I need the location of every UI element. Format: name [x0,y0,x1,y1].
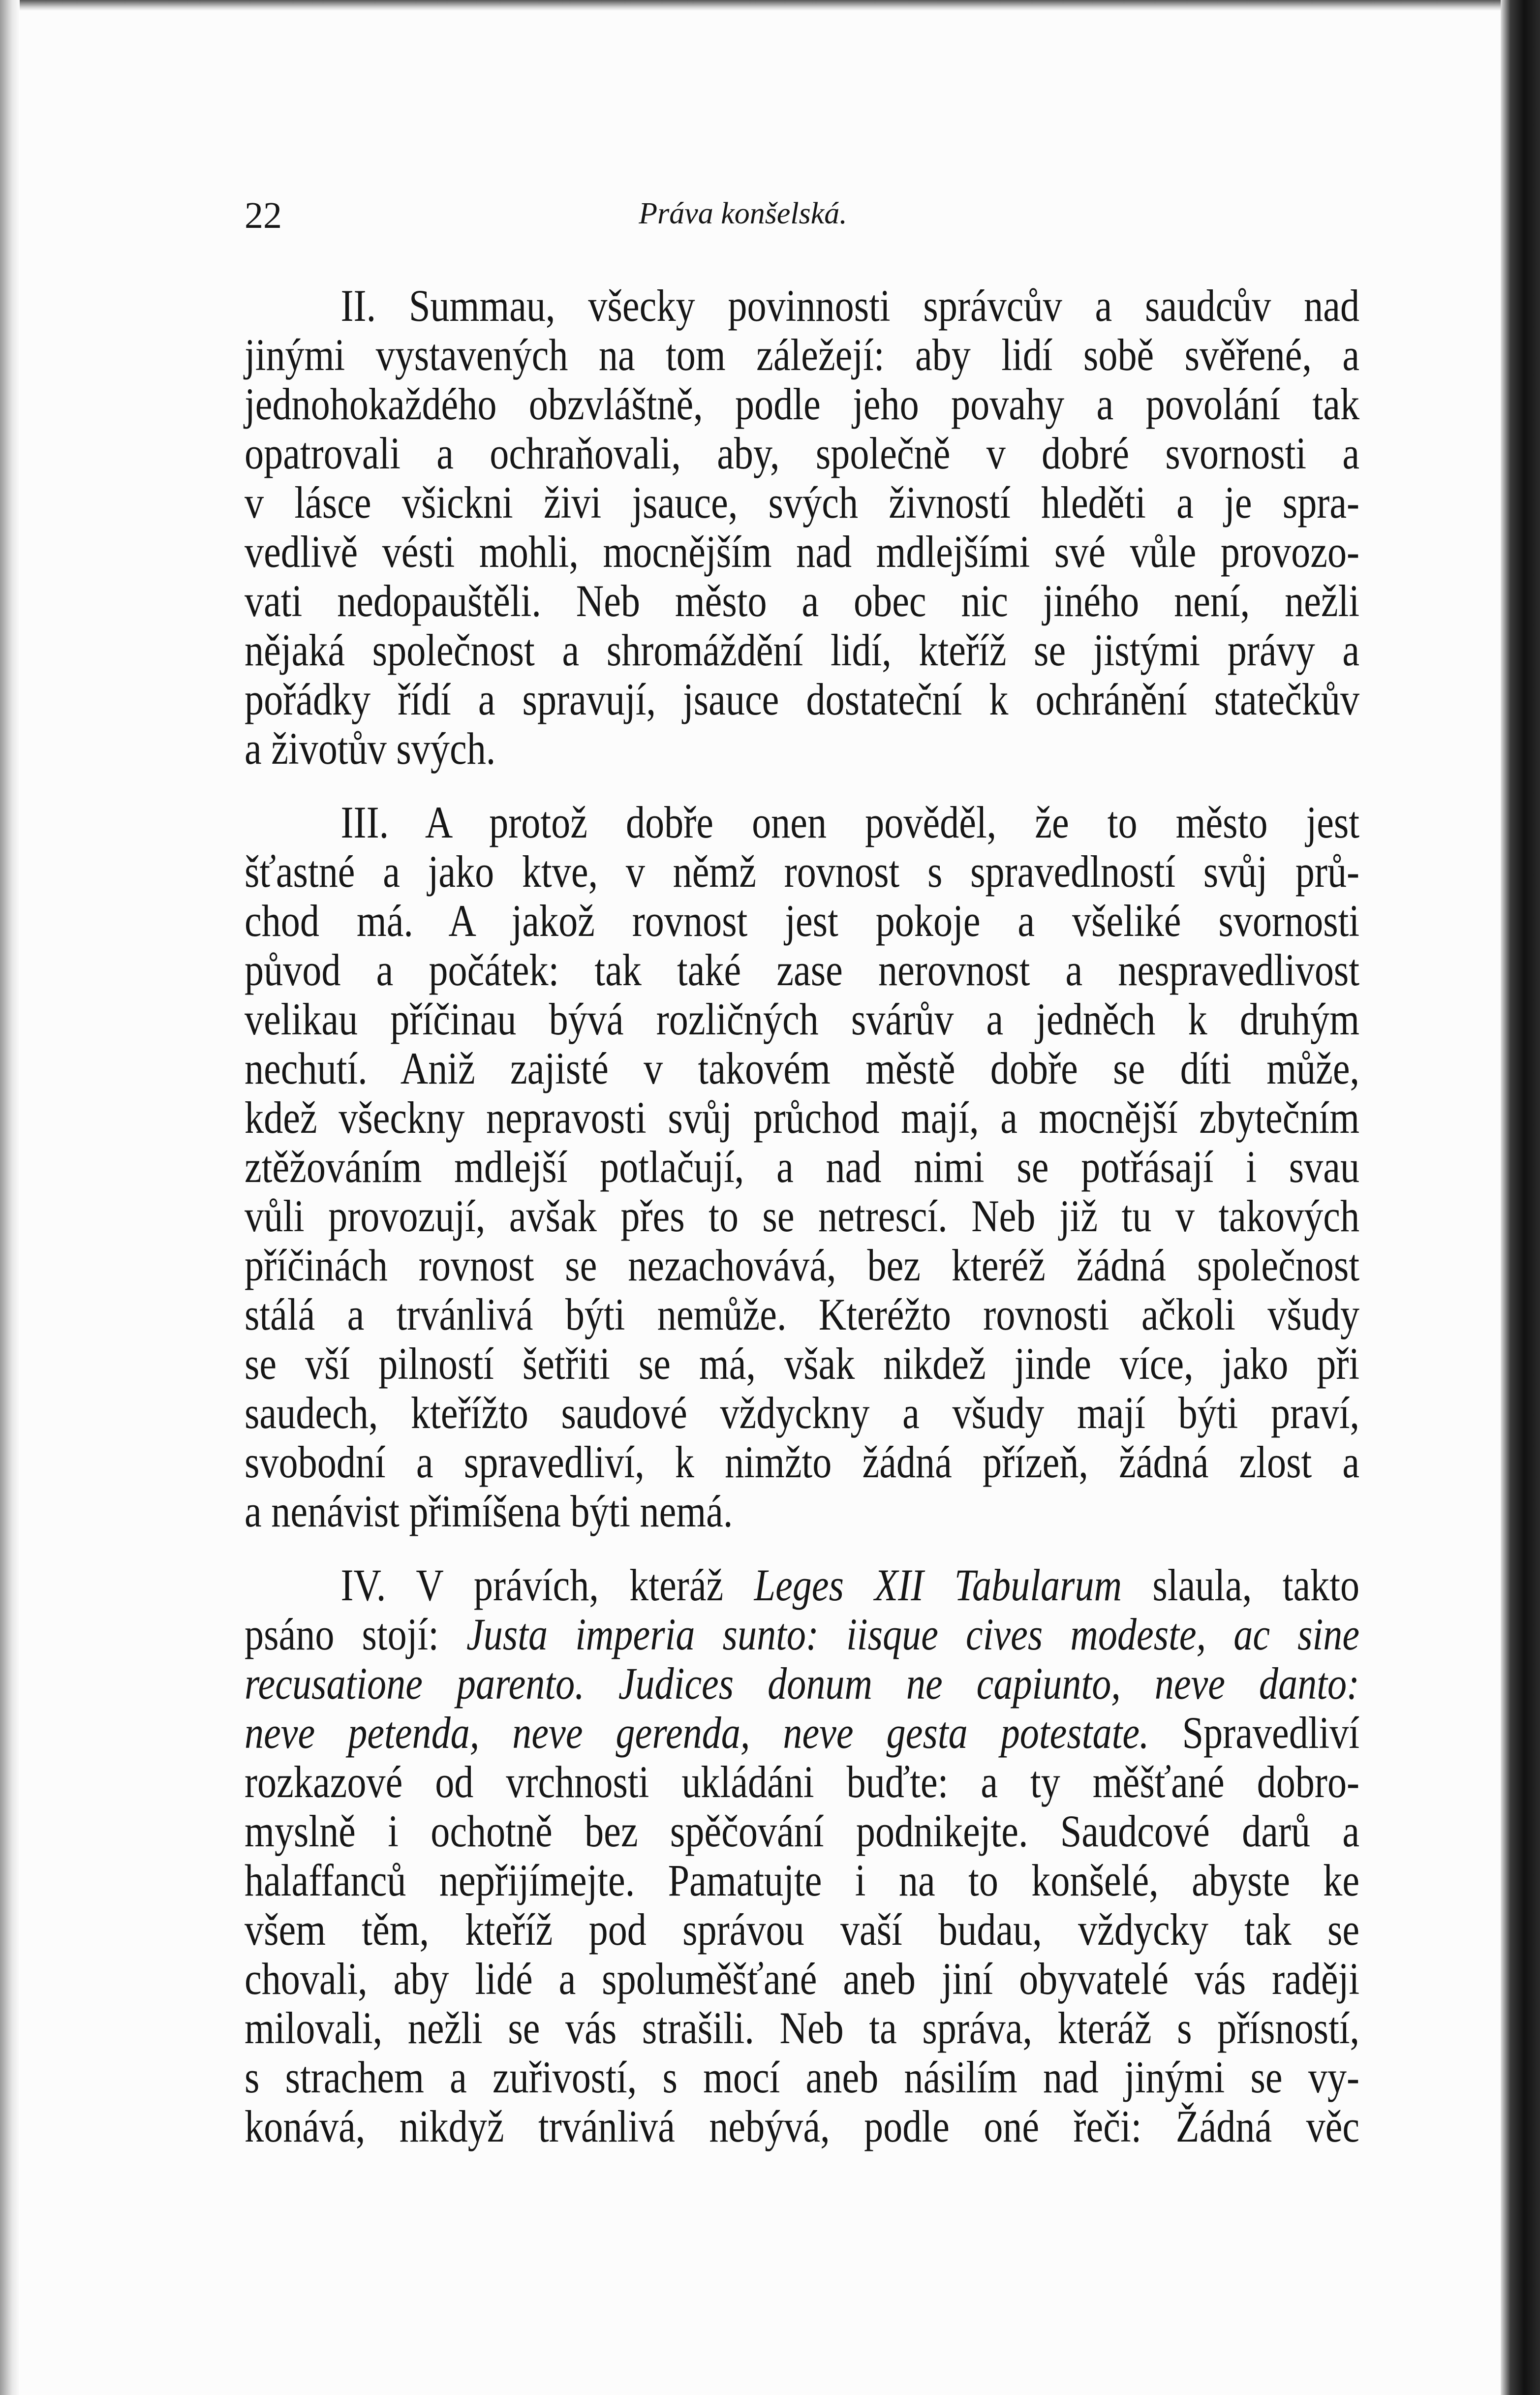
text-segment: a životův svých. [245,723,496,774]
latin-quote: neve petenda, neve gerenda, neve gesta potestate. [245,1708,1149,1758]
text-segment: s strachem a zuřivostí, s mocí aneb násilím nad jinými se vy- [245,2052,1360,2102]
text-segment: velikau příčinau bývá rozličných svárův a jedněch k druhým [245,994,1360,1044]
text-segment: a nenávist přimíšena býti nemá. [245,1486,733,1536]
text-segment: jinými vystavených na tom záležejí: aby lidí sobě svěřené, a [245,330,1360,380]
text-segment: šťastné a jako ktve, v němž rovnost s spravedlností svůj prů- [245,846,1360,897]
text-line [245,675,1359,724]
text-segment: nějaká společnost a shromáždění lidí, kteříž se jistými právy a [245,625,1360,675]
running-title: Práva konšelská. [639,197,847,230]
text-line [245,1856,1359,1905]
text-segment: svobodní a spravedliví, k nimžto žádná přízeň, žádná zlost a [245,1437,1360,1487]
text-segment: chovali, aby lidé a spoluměšťané aneb jiní obyvatelé vás raději [245,1954,1360,2004]
text-segment: se vší pilností šetřiti se má, však nikdež jinde více, jako při [245,1338,1360,1389]
text-line [245,1659,1359,1708]
body-text [245,281,1359,2176]
paragraph [245,281,1359,773]
text-line [245,1339,1359,1388]
text-segment: původ a počátek: tak také zase nerovnost a nespravedlivost [245,945,1360,995]
text-segment: všem těm, kteříž pod správou vaší budau, vždycky tak se [245,1904,1360,1955]
text-line [245,1757,1359,1806]
text-line [245,379,1359,429]
text-line [245,945,1359,995]
text-segment: psáno stojí: [245,1609,467,1659]
text-line [245,1954,1359,2003]
paragraph [245,1560,1359,2151]
text-line [245,1191,1359,1241]
text-line [245,896,1359,945]
text-line [245,724,1359,773]
text-segment: nechutí. Aniž zajisté v takovém městě dobře se díti může, [245,1043,1360,1093]
text-line [245,1241,1359,1290]
text-segment: myslně i ochotně bez spěčování podnikejte. Saudcové darů a [245,1806,1360,1856]
text-segment: slaula, takto [1122,1560,1360,1610]
text-line [245,798,1359,847]
text-line [245,1806,1359,1856]
text-segment: jednohokaždého obzvláštně, podle jeho povahy a povolání tak [245,379,1360,429]
text-line [245,1560,1359,1610]
text-line [245,2003,1359,2053]
text-line [245,478,1359,527]
text-segment: kdež všeckny nepravosti svůj průchod mají, a mocnější zbytečním [245,1092,1360,1143]
text-line [245,1905,1359,1954]
latin-quote: recusatione parento. Judices donum ne capiunto, neve danto: [245,1658,1360,1709]
text-line [245,1610,1359,1659]
text-line [245,1487,1359,1536]
text-line [245,330,1359,379]
text-segment: opatrovali a ochraňovali, aby, společně v dobré svornosti a [245,428,1360,478]
text-line [245,2053,1359,2102]
text-line [245,995,1359,1044]
text-line [245,281,1359,330]
text-segment: ztěžováním mdlejší potlačují, a nad nimi se potřásají i svau [245,1142,1360,1192]
text-segment: saudech, kteřížto saudové vždyckny a všudy mají býti praví, [245,1388,1360,1438]
text-segment: pořádky řídí a spravují, jsauce dostateční k ochránění statečkův [245,674,1360,724]
text-segment: IV. V právích, kteráž [340,1560,754,1610]
text-line [245,847,1359,896]
text-line [245,1044,1359,1093]
text-line [245,576,1359,625]
text-segment: vedlivě vésti mohli, mocnějším nad mdlejšími své vůle provozo- [245,527,1360,577]
text-segment: halaffanců nepřijímejte. Pamatujte i na to konšelé, abyste ke [245,1855,1360,1905]
page-header [245,194,1359,239]
text-segment: rozkazové od vrchnosti ukládáni buďte: a ty měšťané dobro- [245,1757,1360,1807]
text-line [245,625,1359,675]
text-segment: II. Summau, všecky povinnosti správcův a saudcův nad [340,280,1360,331]
text-line [245,1142,1359,1191]
page-number: 22 [245,195,282,236]
latin-quote: Leges XII Tabularum [754,1560,1122,1610]
text-segment: příčinách rovnost se nezachovává, bez kteréž žádná společnost [245,1240,1360,1290]
latin-quote: Justa imperia sunto: iisque cives modeste, ac sine [466,1609,1360,1659]
scan-edge-top [0,0,1540,11]
text-segment: chod má. A jakož rovnost jest pokoje a všeliké svornosti [245,896,1360,946]
text-line [245,1290,1359,1339]
text-line [245,1437,1359,1487]
text-segment: konává, nikdyž trvánlivá nebývá, podle oné řeči: Žádná věc [245,2101,1360,2151]
text-line [245,1708,1359,1757]
text-segment: vati nedopauštěli. Neb město a obec nic jiného není, nežli [245,576,1360,626]
text-segment: milovali, nežli se vás strašili. Neb ta správa, kteráž s přísností, [245,2003,1360,2053]
scan-edge-left [0,0,20,2395]
text-line [245,429,1359,478]
scan-edge-right [1501,0,1540,2395]
paragraph [245,798,1359,1536]
text-segment: stálá a trvánlivá býti nemůže. Kteréžto rovnosti ačkoli všudy [245,1289,1360,1339]
text-segment: Spravedliví [1149,1708,1360,1758]
text-segment: v lásce všickni živi jsauce, svých živností hleděti a je spra- [245,477,1360,528]
text-line [245,2102,1359,2151]
text-segment: III. A protož dobře onen pověděl, že to město jest [340,797,1360,847]
text-segment: vůli provozují, avšak přes to se netrescí. Neb již tu v takových [245,1191,1360,1241]
text-line [245,1093,1359,1142]
text-line [245,1388,1359,1437]
text-line [245,527,1359,576]
